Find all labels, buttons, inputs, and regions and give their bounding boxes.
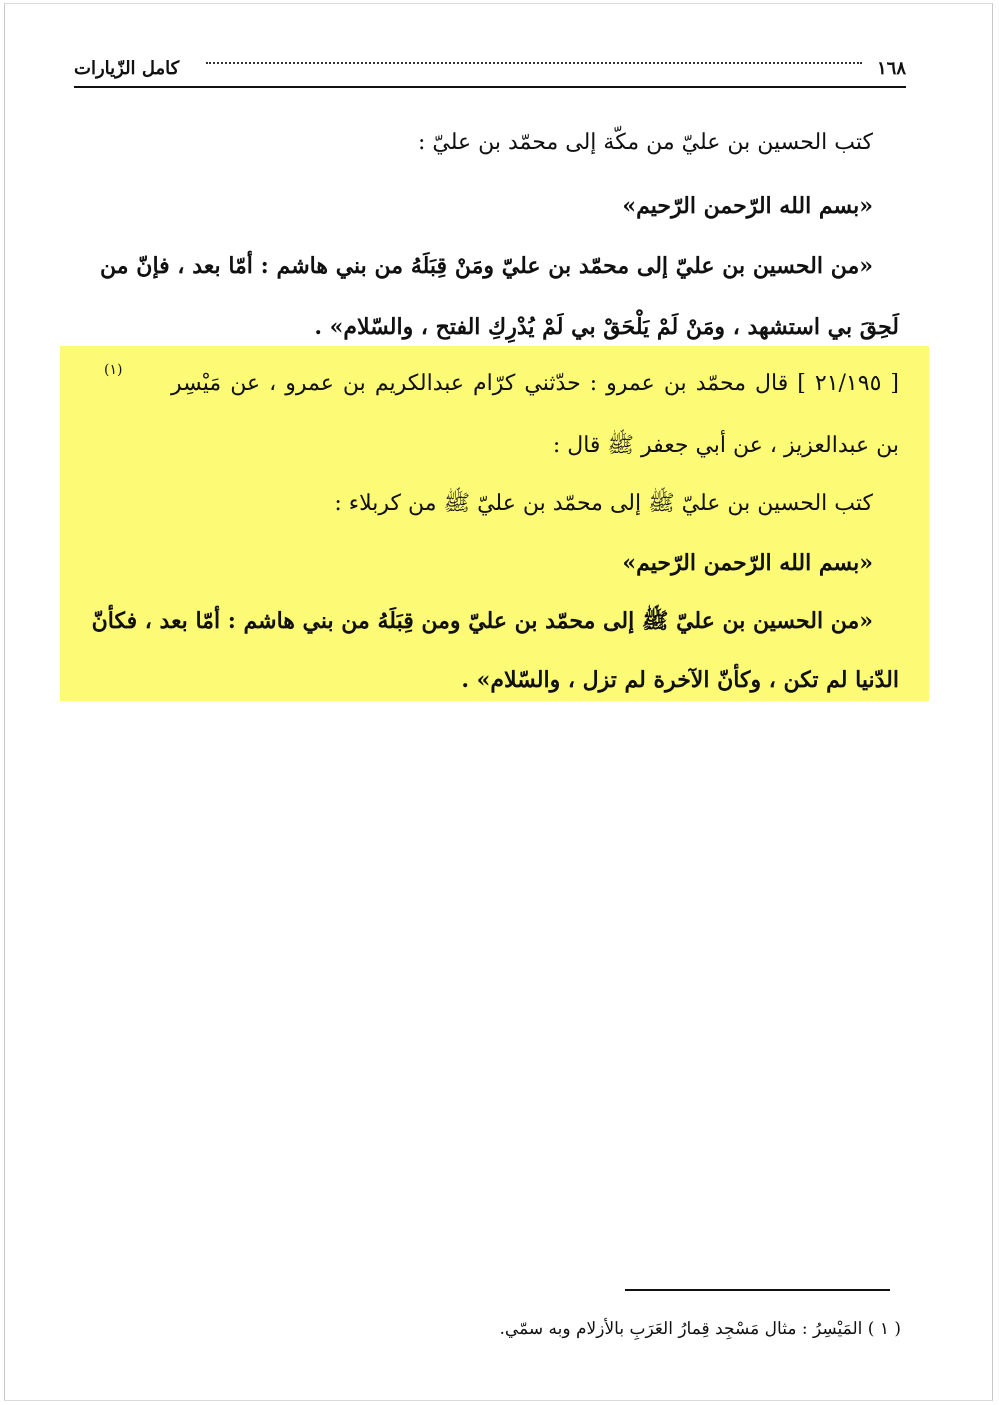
page-number: ١٦٨ <box>876 58 906 79</box>
footnote-ref-marker: (١) <box>104 362 123 378</box>
text-line-3: «من الحسين بن عليّ إلى محمّد بن عليّ ومَنْ قِبَلَهُ من بني هاشم : أمّا بعد ، فإنّ من <box>100 253 873 279</box>
text-line-4: لَحِقَ بي استشهد ، ومَنْ لَمْ يَلْحَقْ بي لَمْ يُدْرِكِ الفتح ، والسّلام» . <box>314 314 899 340</box>
text-line-9: «من الحسين بن عليّ ﷺ إلى محمّد بن عليّ ومن قِبَلَهُ من بني هاشم : أمّا بعد ، فكأنّ <box>91 608 873 634</box>
book-title: كامل الزّيارات <box>74 58 180 79</box>
text-line-5-hadith-ref <box>171 368 899 400</box>
text-line-6: بن عبدالعزيز ، عن أبي جعفر ﷺ قال : <box>552 433 899 458</box>
footnote-rule <box>625 1289 890 1291</box>
header-rule <box>74 86 906 88</box>
running-header <box>74 54 906 84</box>
text-line-1: كتب الحسين بن عليّ من مكّة إلى محمّد بن عليّ : <box>418 130 873 155</box>
text-line-10: الدّنيا لم تكن ، وكأنّ الآخرة لم تزل ، والسّلام» . <box>461 667 899 693</box>
hadith-ref-text: [ ٢١/١٩٥ ] قال محمّد بن عمرو : حدّثني كرّام عبدالكريم بن عمرو ، عن مَيْسِر <box>171 371 900 396</box>
text-line-8-basmala: «بسم الله الرّحمن الرّحيم» <box>622 550 873 576</box>
text-line-7: كتب الحسين بن عليّ ﷺ إلى محمّد بن عليّ ﷺ من كربلاء : <box>334 491 873 516</box>
footnote-1: ( ١ ) المَيْسِرُ : مثال مَسْجِد قِمارُ العَرَبِ بالأزلام وبه سمّي. <box>499 1319 901 1339</box>
header-leader-dots <box>206 62 862 64</box>
text-line-2-basmala: «بسم الله الرّحمن الرّحيم» <box>622 193 873 219</box>
